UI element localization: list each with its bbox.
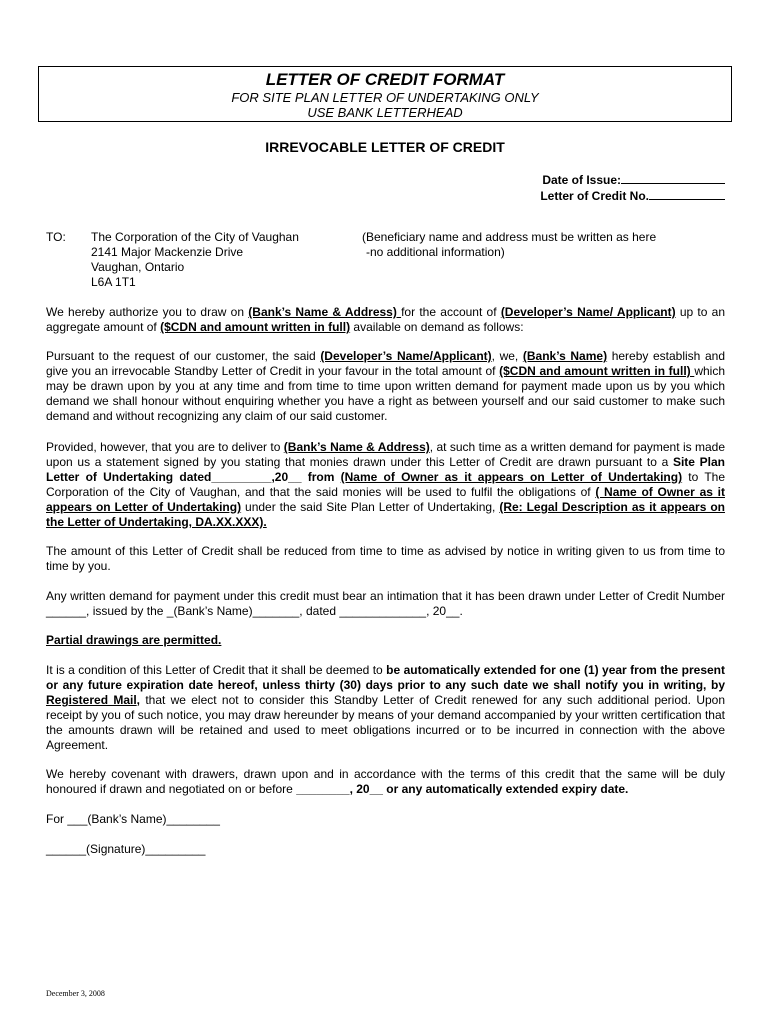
header-subtitle-2: USE BANK LETTERHEAD	[307, 105, 463, 120]
owner-name-field-2: ( Name of Owner as it appears on Letter of Undertaking)	[46, 485, 725, 514]
owner-name-field: (Name of Owner as it appears on Letter of Undertaking)	[340, 470, 683, 484]
signature-line: ______(Signature)_________	[46, 842, 206, 856]
header-box	[38, 66, 732, 122]
paragraph-covenant	[46, 767, 725, 797]
address-line-3: Vaughan, Ontario	[91, 260, 185, 274]
text: , dated	[299, 604, 340, 618]
for-label: For	[46, 812, 68, 826]
document-title: LETTER OF CREDIT FORMAT	[265, 70, 505, 89]
header-subtitle-1: FOR SITE PLAN LETTER OF UNDERTAKING ONLY	[231, 90, 539, 105]
paragraph-reduction: The amount of this Letter of Credit shall be reduced from time to time as advised by notice in writing given to us from time to time by you.	[46, 544, 725, 573]
from-text: from	[307, 470, 341, 484]
issue-block	[540, 172, 725, 204]
amount-field: ($CDN and amount written in full)	[160, 320, 351, 334]
beneficiary-note-1: (Beneficiary name and address must be written as here	[362, 230, 657, 244]
text: which may be drawn upon by you at any time and from time to time upon written demand for payment made upon us by you which demand we shall honour without enquiring whether you have a right as between yourself and our said customer to make such demand and without recognizing any claim of our said customer.	[46, 364, 725, 423]
lc-number-blank	[649, 188, 725, 200]
site-plan-label: Site Plan Letter of Undertaking dated	[46, 455, 725, 484]
year-blank: __	[288, 470, 308, 484]
text: , issued by the	[86, 604, 167, 618]
bank-name-field: ___(Bank’s Name)________	[67, 812, 220, 826]
paragraph-demand	[46, 589, 725, 619]
auto-extension-text: be automatically extended for one (1) year from the present or any future expiration date hereof, unless thirty (30) days prior to any such date we shall notify you in writing, by	[46, 663, 725, 692]
bank-name-field: _(Bank’s Name)_______	[166, 604, 300, 618]
text: , at such time as a written demand for payment is made upon us a statement signed by you stating that monies drawn under this Letter of Credit are drawn pursuant to a	[46, 440, 725, 469]
text: We hereby covenant with drawers, drawn upon and in accordance with the terms of this credit that the same will be duly honoured if drawn and negotiated on or before	[46, 767, 725, 796]
registered-mail-text: Registered Mail	[46, 693, 137, 707]
bank-name-field: (Bank’s Name & Address)	[248, 305, 402, 319]
text: up to an aggregate amount of	[46, 305, 726, 334]
date-of-issue-label: Date of Issue:	[542, 173, 621, 187]
beneficiary-note-2: -no additional information)	[366, 245, 505, 259]
amount-field: ($CDN and amount written in full)	[499, 364, 695, 378]
text: that we elect not to consider this Standby Letter of Credit renewed for any such additional period. Upon receipt by you of such notice, you may draw hereunder by means of your demand accompanied by your written certification that the amounts drawn will be retained and used to meet obligations incurred or to be incurred in connection with the above Agreement.	[46, 693, 726, 752]
beneficiary-note	[362, 230, 656, 260]
beneficiary-address	[91, 230, 299, 290]
text: hereby establish and give you an irrevocable Standby Letter of Credit in your favour in the total amount of	[46, 349, 725, 378]
address-line-1: The Corporation of the City of Vaughan	[91, 230, 299, 244]
text: for the account of	[401, 305, 501, 319]
text: available on demand as follows:	[350, 320, 524, 334]
text: It is a condition of this Letter of Credit that it shall be deemed to	[46, 663, 387, 677]
legal-description-field: (Re: Legal Description as it appears on the Letter of Undertaking, DA.XX.XXX).	[46, 500, 725, 529]
text: , we,	[491, 349, 523, 363]
text: We hereby authorize you to draw on	[46, 305, 249, 319]
partial-drawings-note: Partial drawings are permitted.	[46, 633, 222, 647]
paragraph-pursuant	[46, 349, 725, 424]
text: Pursuant to the request of our customer, the said	[46, 349, 321, 363]
footer-date: December 3, 2008	[46, 989, 105, 998]
date-blank: _____________	[339, 604, 427, 618]
text: Provided, however, that you are to deliver to	[46, 440, 284, 454]
lc-number-blank: ______	[46, 604, 87, 618]
paragraph-condition	[46, 663, 725, 753]
developer-name-field: (Developer’s Name/Applicant)	[320, 349, 492, 363]
text: Any written demand for payment under this credit must bear an intimation that it has been drawn under Letter of Credit Number	[46, 589, 725, 603]
to-label: TO:	[46, 230, 66, 244]
bank-address-field: (Bank’s Name & Address)	[283, 440, 430, 454]
signature-for-line	[46, 812, 725, 827]
year-blank: __	[446, 604, 460, 618]
text: .	[459, 604, 463, 618]
text: , 20	[426, 604, 447, 618]
text: ,	[136, 693, 141, 707]
text: to The Corporation of the City of Vaughan, and that the said monies will be used to fulfil the obligations of	[46, 470, 726, 499]
paragraph-authorization	[46, 305, 725, 335]
bank-name-field: (Bank’s Name)	[522, 349, 608, 363]
year-text: ,20	[271, 470, 289, 484]
date-blank: _________	[211, 470, 272, 484]
year-text: , 20	[349, 782, 370, 796]
paragraph-provided	[46, 440, 725, 530]
date-blank: ________	[296, 782, 350, 796]
expiry-text: or any automatically extended expiry date.	[382, 782, 629, 796]
address-line-4: L6A 1T1	[91, 275, 136, 289]
year-blank: __	[369, 782, 383, 796]
text: under the said Site Plan Letter of Undertaking,	[241, 500, 500, 514]
developer-name-field: (Developer’s Name/ Applicant)	[500, 305, 676, 319]
lc-number-label: Letter of Credit No.	[540, 189, 649, 203]
address-line-2: 2141 Major Mackenzie Drive	[91, 245, 244, 259]
main-title: IRREVOCABLE LETTER OF CREDIT	[265, 139, 505, 155]
date-of-issue-blank	[621, 172, 725, 184]
